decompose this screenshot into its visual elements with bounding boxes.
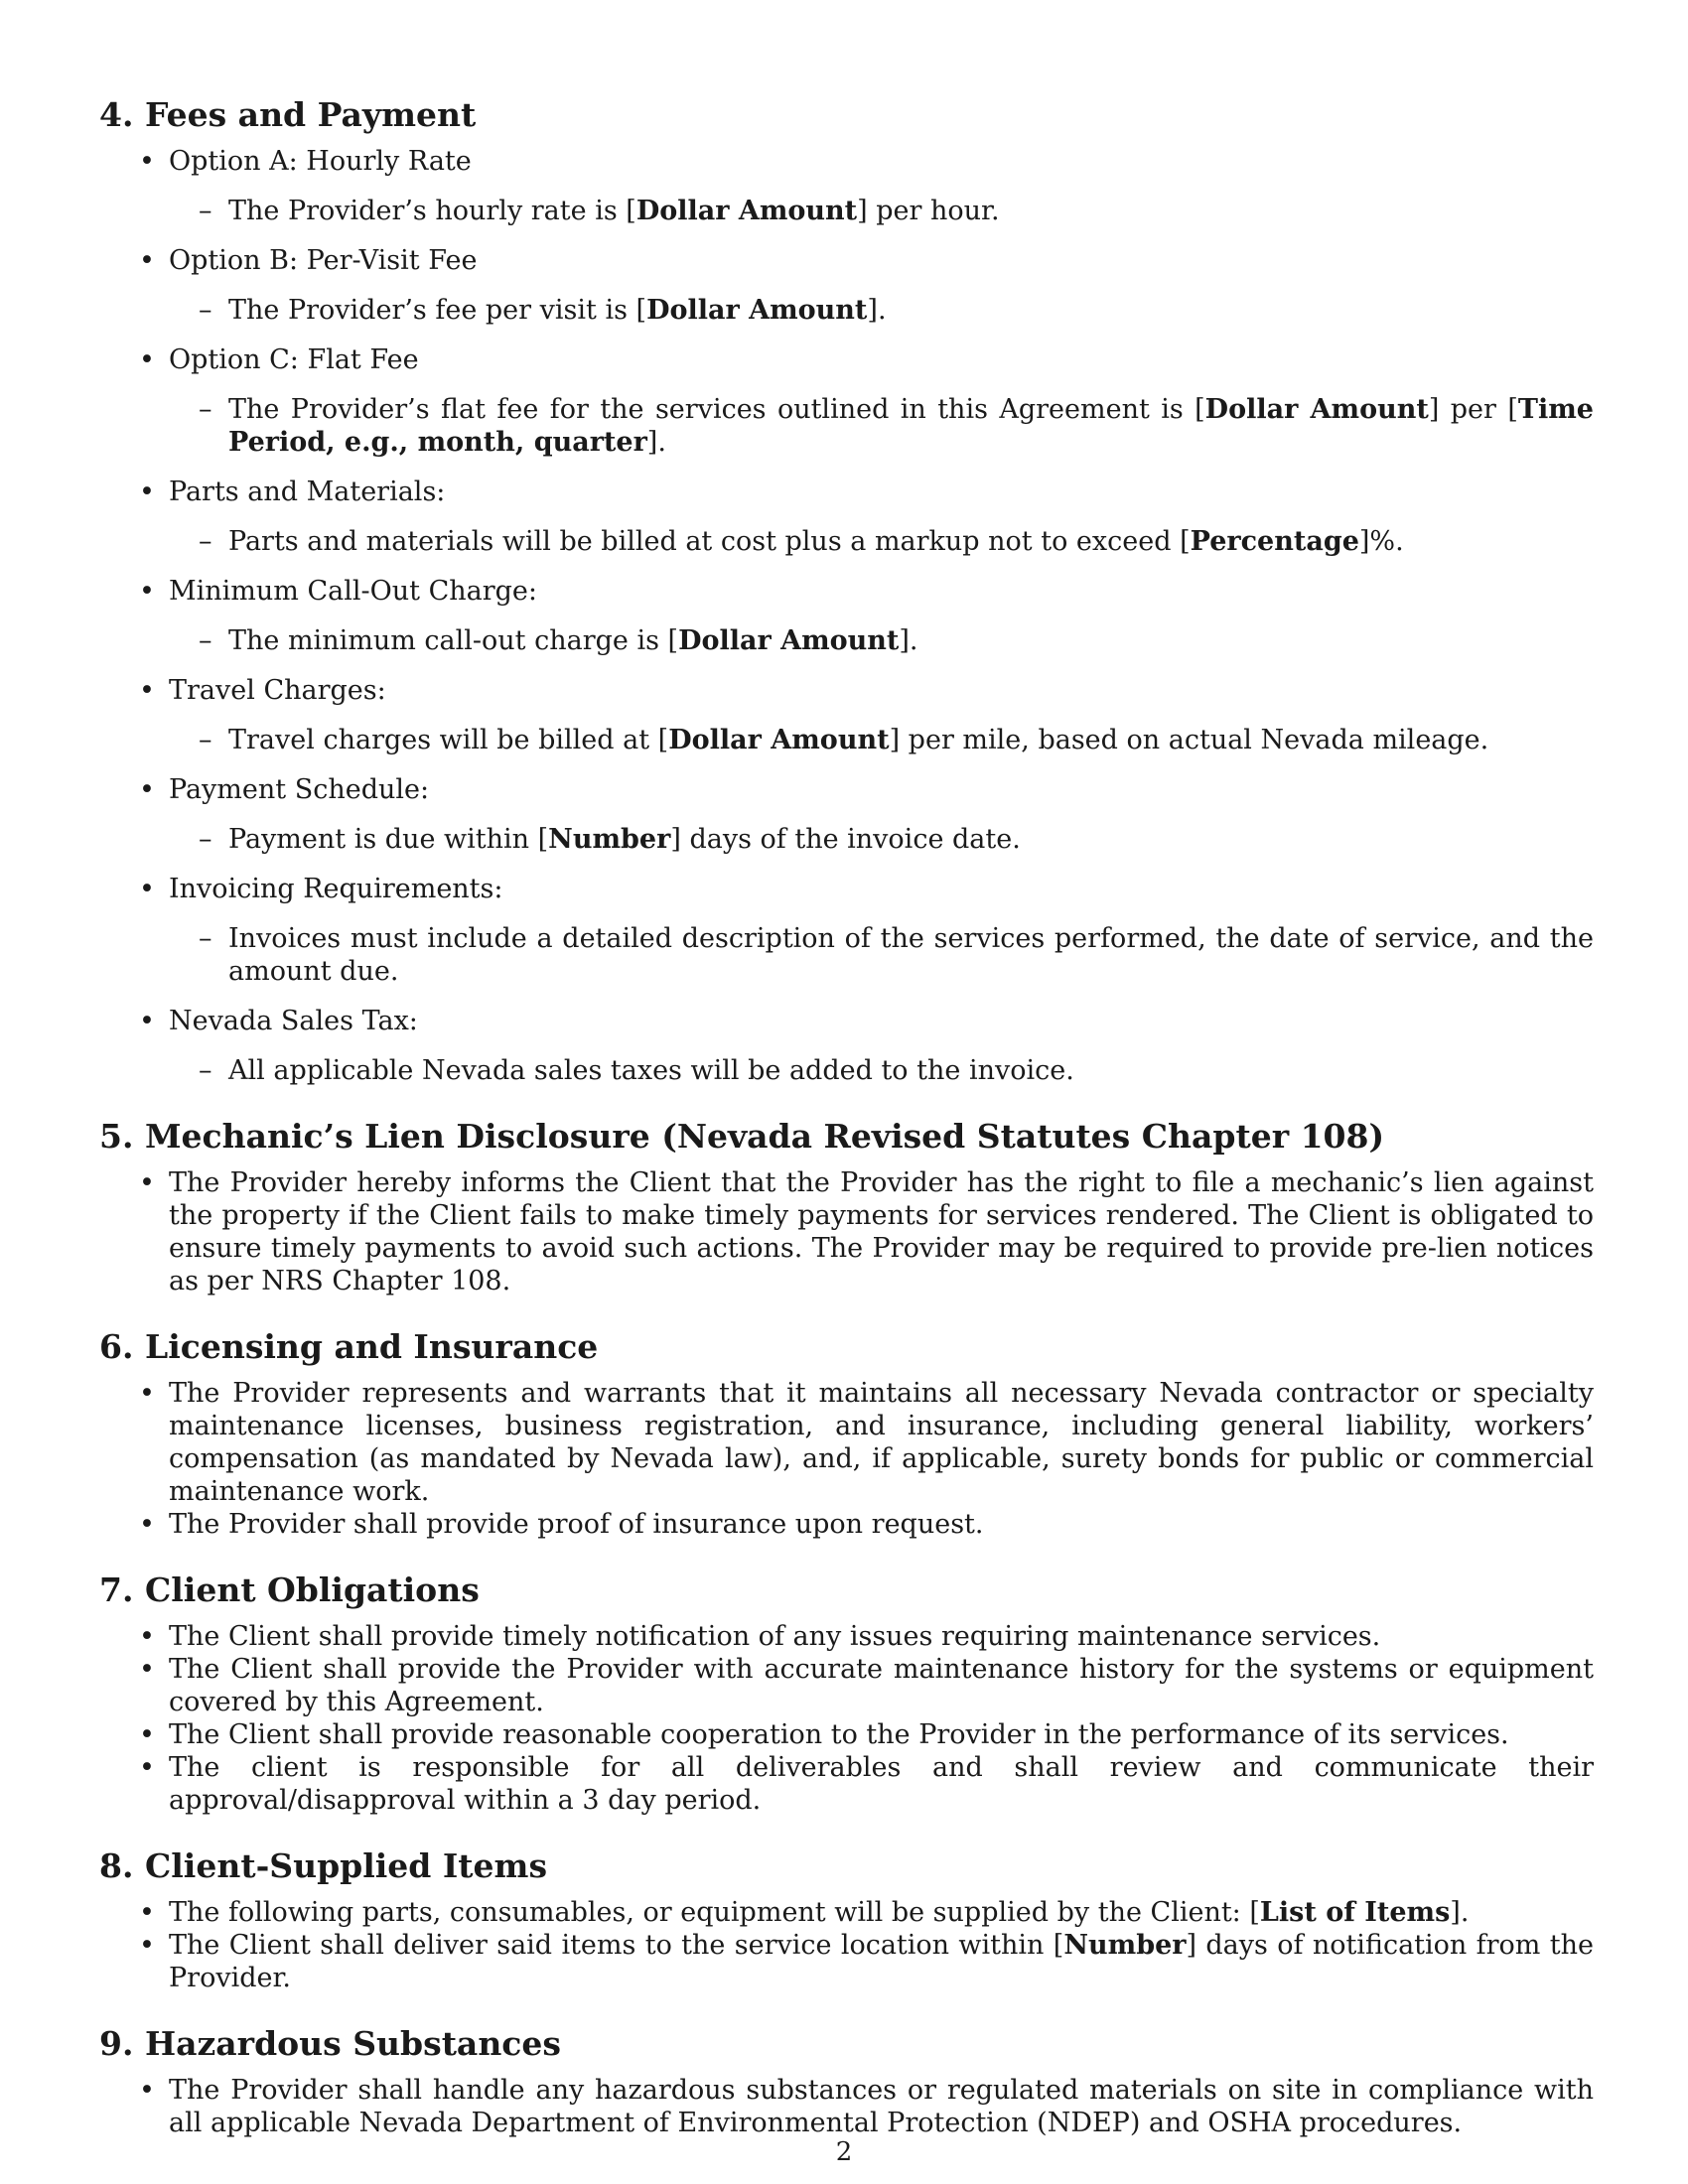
sub-item: – The Provider’s hourly rate is [Dollar Amount] per hour.	[228, 195, 1594, 227]
section-heading	[99, 1570, 1594, 1610]
section-number: 6.	[99, 1327, 134, 1366]
client-obligations-list	[99, 1620, 1594, 1817]
section-heading	[99, 1117, 1594, 1157]
list-item: • Nevada Sales Tax: – All applicable Nevada sales taxes will be added to the invoice.	[169, 1005, 1594, 1087]
sub-item: – Payment is due within [Number] days of the invoice date.	[228, 823, 1594, 856]
section-number: 8.	[99, 1846, 134, 1885]
list-item: • The Client shall provide reasonable cooperation to the Provider in the performance of its services.	[169, 1718, 1594, 1751]
sub-item: – The Provider’s fee per visit is [Dollar Amount].	[228, 294, 1594, 327]
sub-item: – Invoices must include a detailed description of the services performed, the date of service, and the amount due.	[228, 922, 1594, 988]
list-item: • The client is responsible for all deliverables and shall review and communicate their approval/disapproval within a 3 day period.	[169, 1751, 1594, 1817]
client-supplied-list	[99, 1896, 1594, 1994]
sub-item: – The minimum call-out charge is [Dollar Amount].	[228, 624, 1594, 657]
section-licensing	[99, 1327, 1594, 1541]
list-item: • Option B: Per-Visit Fee – The Provider’s fee per visit is [Dollar Amount].	[169, 244, 1594, 327]
list-item: • The Provider shall provide proof of insurance upon request.	[169, 1508, 1594, 1541]
section-title: Client Obligations	[145, 1570, 480, 1609]
list-item: • The Client shall provide timely notification of any issues requiring maintenance services.	[169, 1620, 1594, 1653]
section-title: Licensing and Insurance	[145, 1327, 599, 1366]
lien-list	[99, 1166, 1594, 1297]
list-item: • The Provider represents and warrants that it maintains all necessary Nevada contractor or specialty maintenance licenses, business registration, and insurance, including general liability, workers’ compensation (as mandated by Nevada law), and, if applicable, surety bonds for public or commercial maintenance work.	[169, 1377, 1594, 1508]
section-heading	[99, 1327, 1594, 1367]
list-item: • Parts and Materials: – Parts and materials will be billed at cost plus a markup not to exceed [Percentage]%.	[169, 476, 1594, 558]
section-heading	[99, 1846, 1594, 1886]
list-item: • Minimum Call-Out Charge: – The minimum call-out charge is [Dollar Amount].	[169, 575, 1594, 657]
section-heading	[99, 95, 1594, 135]
list-item: • The Client shall deliver said items to the service location within [Number] days of notification from the Provider.	[169, 1929, 1594, 1994]
sub-item: – Parts and materials will be billed at cost plus a markup not to exceed [Percentage]%.	[228, 525, 1594, 558]
document-page	[99, 95, 1594, 2139]
section-title: Fees and Payment	[145, 95, 477, 134]
fees-list	[99, 145, 1594, 1087]
section-mechanics-lien	[99, 1117, 1594, 1297]
section-number: 7.	[99, 1570, 134, 1609]
section-hazardous-substances	[99, 2024, 1594, 2139]
list-item: • The Client shall provide the Provider with accurate maintenance history for the systems or equipment covered by this Agreement.	[169, 1653, 1594, 1718]
sub-item: – The Provider’s flat fee for the services outlined in this Agreement is [Dollar Amount] per [Time Period, e.g., month, quarter].	[228, 393, 1594, 459]
list-item: • The Provider hereby informs the Client that the Provider has the right to file a mechanic’s lien against the property if the Client fails to make timely payments for services rendered. The Client is obligated to ensure timely payments to avoid such actions. The Provider may be required to provide pre-lien notices as per NRS Chapter 108.	[169, 1166, 1594, 1297]
licensing-list	[99, 1377, 1594, 1541]
sub-item: – All applicable Nevada sales taxes will be added to the invoice.	[228, 1054, 1594, 1087]
list-item: • Travel Charges: – Travel charges will be billed at [Dollar Amount] per mile, based on actual Nevada mileage.	[169, 674, 1594, 756]
list-item: • Option A: Hourly Rate – The Provider’s hourly rate is [Dollar Amount] per hour.	[169, 145, 1594, 227]
list-item: • The Provider shall handle any hazardous substances or regulated materials on site in compliance with all applicable Nevada Department of Environmental Protection (NDEP) and OSHA procedures.	[169, 2074, 1594, 2139]
section-title: Mechanic’s Lien Disclosure (Nevada Revised Statutes Chapter 108)	[145, 1117, 1385, 1156]
list-item: • Payment Schedule: – Payment is due within [Number] days of the invoice date.	[169, 773, 1594, 856]
list-item: • Invoicing Requirements: – Invoices must include a detailed description of the services performed, the date of service, and the amount due.	[169, 873, 1594, 988]
section-title: Hazardous Substances	[145, 2024, 561, 2063]
sub-item: – Travel charges will be billed at [Dollar Amount] per mile, based on actual Nevada mileage.	[228, 724, 1594, 756]
list-item: • Option C: Flat Fee – The Provider’s flat fee for the services outlined in this Agreement is [Dollar Amount] per [Time Period, e.g., month, quarter].	[169, 343, 1594, 459]
section-client-obligations	[99, 1570, 1594, 1817]
section-client-supplied-items	[99, 1846, 1594, 1994]
section-number: 9.	[99, 2024, 134, 2063]
section-number: 5.	[99, 1117, 134, 1156]
section-heading	[99, 2024, 1594, 2064]
section-fees	[99, 95, 1594, 1087]
section-title: Client-Supplied Items	[145, 1846, 548, 1885]
list-item: • The following parts, consumables, or equipment will be supplied by the Client: [List of Items].	[169, 1896, 1594, 1929]
hazard-list	[99, 2074, 1594, 2139]
page-number: 2	[835, 2137, 853, 2167]
section-number: 4.	[99, 95, 134, 134]
